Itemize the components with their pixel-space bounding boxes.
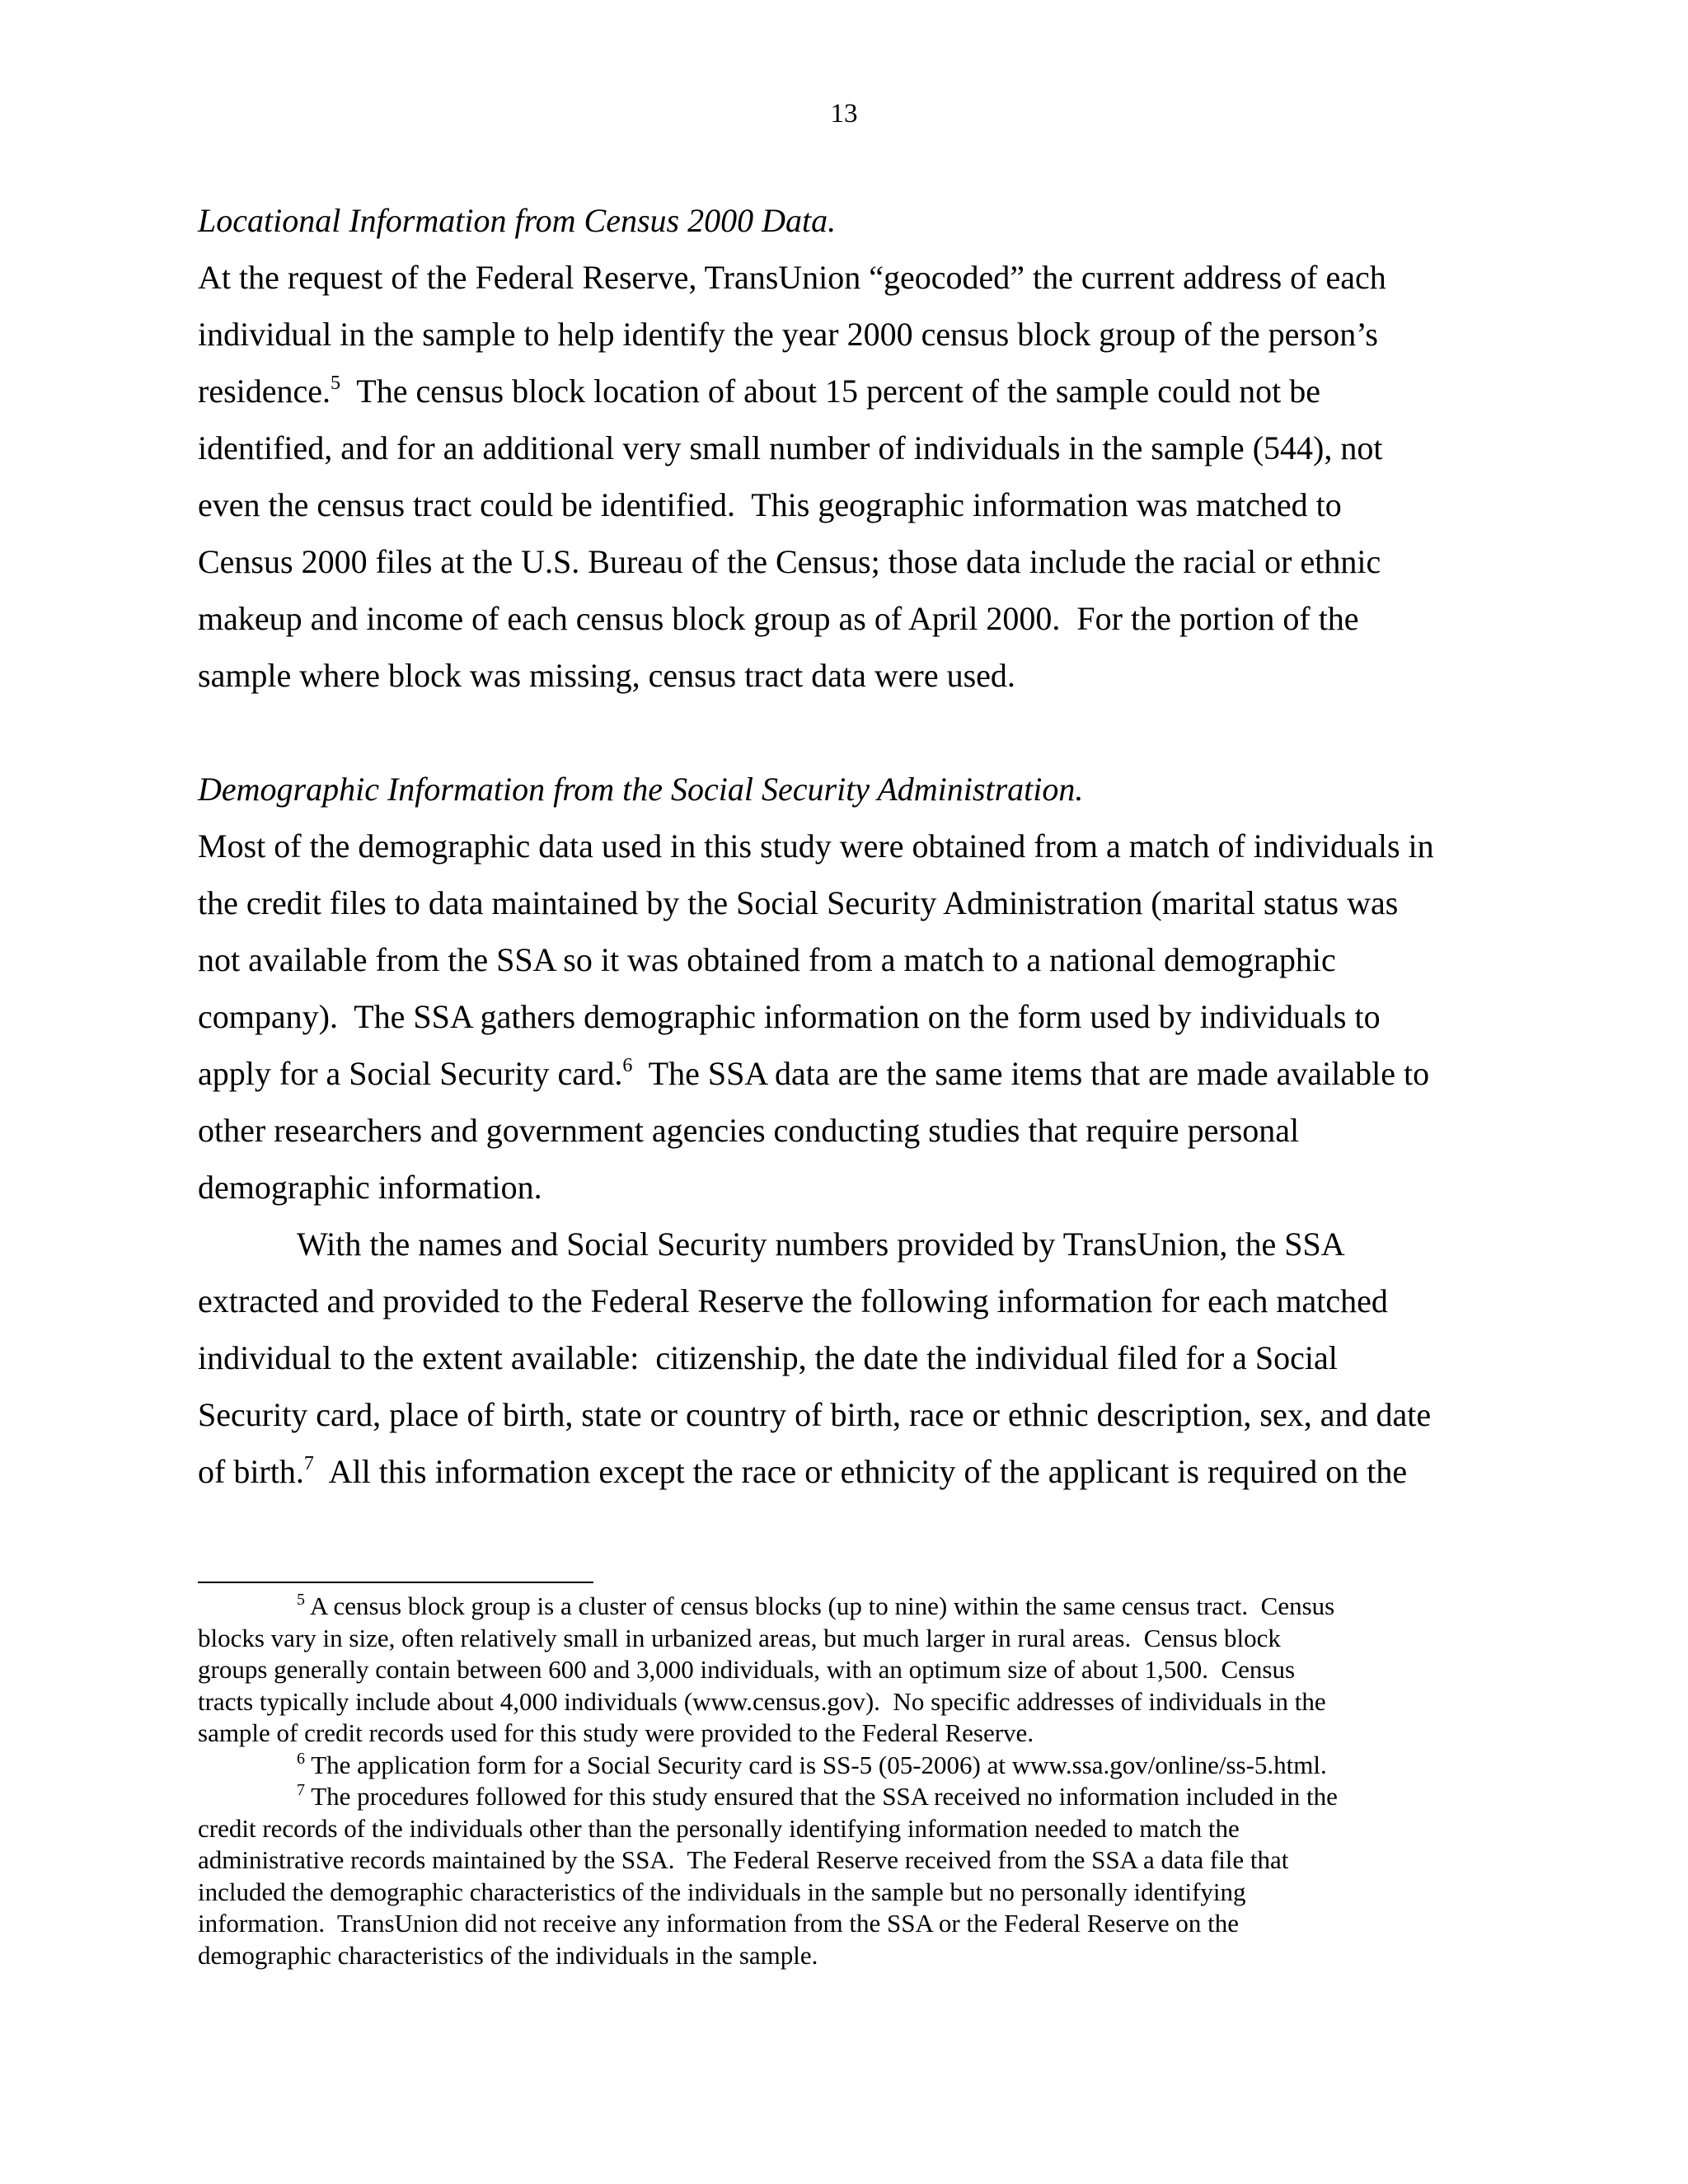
body-line: residence.$^5$ The census block location of about 15 percent of the sample could not be (198, 373, 1320, 410)
body-line: sample where block was missing, census tract data were used. (198, 657, 1015, 694)
footnote-5: $^5$ A census block group is a cluster of census blocks (up to nine) within the same census tract. Census (297, 1591, 1335, 1620)
footnote-ref-7[interactable]: 7 (303, 1453, 314, 1474)
body-line: even the census tract could be identified. This geographic information was matched to (198, 486, 1342, 523)
body-line: Security card, place of birth, state or country of birth, race or ethnic description, sex, and date (198, 1396, 1432, 1433)
footnote-mark-7: 7 (297, 1781, 305, 1799)
body-line: extracted and provided to the Federal Reserve the following information for each matched (198, 1282, 1388, 1319)
footnote-line: administrative records maintained by the SSA. The Federal Reserve received from the SSA a data file that (198, 1845, 1289, 1874)
footnote-line: sample of credit records used for this study were provided to the Federal Reserve. (198, 1718, 1034, 1747)
footnote-line: groups generally contain between 600 and 3,000 individuals, with an optimum size of about 1,500. Census (198, 1655, 1296, 1684)
section-ssa (198, 761, 1459, 1500)
footnote-7: $^7$ The procedures followed for this study ensured that the SSA received no information included in the (297, 1781, 1338, 1811)
body-line: of birth.$^7$ All this information except the race or ethnicity of the applicant is required on the (198, 1453, 1408, 1490)
footnote-separator (198, 1582, 593, 1583)
footnote-mark-5: 5 (297, 1591, 305, 1609)
body-line: With the names and Social Security numbers provided by TransUnion, the SSA (297, 1226, 1345, 1263)
section-heading-census: Locational Information from Census 2000 Data. (198, 202, 837, 239)
body-line: other researchers and government agencies conducting studies that require personal (198, 1112, 1300, 1149)
body-line: Census 2000 files at the U.S. Bureau of the Census; those data include the racial or ethnic (198, 543, 1381, 580)
body-line: individual in the sample to help identify the year 2000 census block group of the person’s (198, 316, 1378, 353)
footnote-line: blocks vary in size, often relatively small in urbanized areas, but much larger in rural areas. Census block (198, 1623, 1281, 1652)
footnote-mark-6: 6 (297, 1749, 305, 1768)
footnote-line: included the demographic characteristics of the individuals in the sample but no personally identifying (198, 1877, 1246, 1906)
footnote-ref-6[interactable]: 6 (622, 1055, 633, 1076)
section-census (198, 192, 1459, 704)
page-number: 13 (830, 99, 858, 129)
footnote-6: $^6$ The application form for a Social Security card is SS-5 (05-2006) at www.ssa.gov/online/ss-5.html. (297, 1749, 1327, 1779)
footnotes (198, 1591, 1475, 1971)
footnote-line: credit records of the individuals other than the personally identifying information needed to match the (198, 1813, 1240, 1843)
footnote-ref-5[interactable]: 5 (331, 373, 341, 394)
section-heading-ssa: Demographic Information from the Social Security Administration. (198, 771, 1084, 808)
body-line: At the request of the Federal Reserve, TransUnion “geocoded” the current address of each (198, 259, 1386, 296)
body-line: individual to the extent available: citizenship, the date the individual filed for a Social (198, 1339, 1338, 1376)
footnote-line: tracts typically include about 4,000 individuals (www.census.gov). No specific addresses of individuals in the (198, 1686, 1326, 1716)
body-line: the credit files to data maintained by the Social Security Administration (marital status was (198, 884, 1399, 921)
body-line: Most of the demographic data used in this study were obtained from a match of individuals in (198, 827, 1434, 865)
footnote-line: demographic characteristics of the individuals in the sample. (198, 1940, 818, 1970)
body-line: apply for a Social Security card.$^6$ The SSA data are the same items that are made available to (198, 1055, 1430, 1092)
footnote-line: information. TransUnion did not receive any information from the SSA or the Federal Reserve on the (198, 1909, 1240, 1938)
body-line: demographic information. (198, 1169, 542, 1206)
body-line: not available from the SSA so it was obtained from a match to a national demographic (198, 941, 1336, 978)
body-line: identified, and for an additional very small number of individuals in the sample (544), not (198, 429, 1383, 466)
body-line: company). The SSA gathers demographic information on the form used by individuals to (198, 998, 1381, 1035)
body-line: makeup and income of each census block group as of April 2000. For the portion of the (198, 600, 1359, 637)
